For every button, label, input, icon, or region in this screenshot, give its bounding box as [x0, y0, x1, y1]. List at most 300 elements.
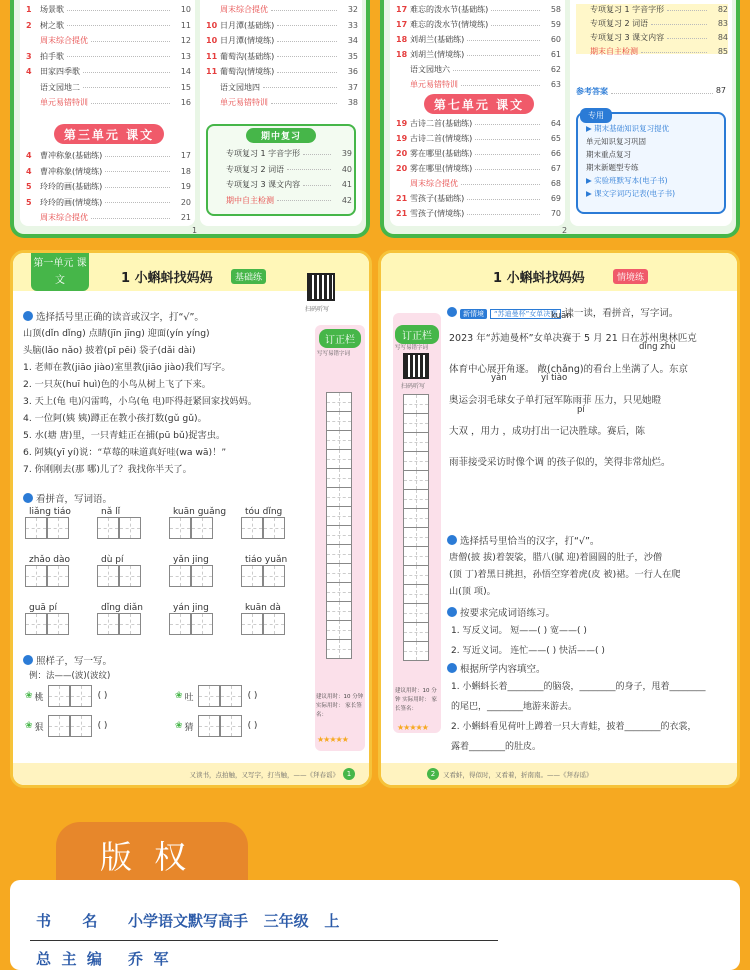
- book-value: 小学语文默写高手 三年级 上: [128, 912, 340, 930]
- toc-number: 5: [26, 182, 32, 191]
- pinyin-hint: kuān: [551, 311, 572, 321]
- toc-dots: [67, 56, 170, 57]
- page-number: 1: [192, 226, 198, 235]
- toc-number: 10: [206, 36, 218, 45]
- toc-page: 83: [717, 19, 728, 28]
- toc-number: 17: [396, 20, 408, 29]
- toc-dots: [67, 10, 170, 11]
- toc-dots: [105, 171, 170, 172]
- paragraph-line: 山(顶 项)。: [449, 586, 496, 597]
- bullet-icon: [447, 535, 457, 545]
- toc-dots: [271, 10, 337, 11]
- pinyin-item: [241, 507, 285, 543]
- toc-title: 玲玲的画(情境练): [40, 197, 103, 207]
- toc-page: 21: [180, 213, 191, 222]
- toc-page: 17: [180, 151, 191, 160]
- pinyin-label: liǎng tiáo: [29, 507, 71, 517]
- source-char: 狠: [34, 722, 44, 733]
- toc-entry: [206, 51, 358, 63]
- answer-boxes: [25, 565, 70, 591]
- exercise-line: 的尾巴，________地游来游去。: [451, 702, 578, 712]
- toc-page: 84: [717, 33, 728, 42]
- toc-page: 34: [347, 36, 358, 45]
- toc-entry: [396, 4, 561, 16]
- exercise-page-1: [10, 250, 372, 788]
- question-line: 1. 老师在教(jiāo jiào)室里教(jiāo jiào)我们写字。: [23, 362, 231, 373]
- toc-dots: [475, 124, 540, 125]
- toc-list: [212, 148, 352, 208]
- pinyin-item: [241, 603, 285, 639]
- q3-example: 例：法——(波)(波纹): [29, 671, 111, 681]
- page-number: 1: [343, 768, 355, 780]
- toc-entry: [576, 32, 728, 44]
- question-line: 3. 天上(龟 电)闪雷鸣，小乌(龟 电)吓得赶紧回家找妈妈。: [23, 396, 257, 407]
- answer-boxes: [241, 613, 285, 639]
- answer-page: 87: [715, 86, 726, 95]
- toc-number: 5: [26, 197, 32, 207]
- toc-dots: [105, 156, 170, 157]
- toc-dots: [277, 72, 337, 73]
- pinyin-label: nǎ lǐ: [101, 507, 121, 517]
- paragraph-line: 奥运会羽毛球女子单打冠军陈雨菲 压力，只见她瞪: [449, 395, 662, 406]
- write-item: [175, 715, 257, 737]
- toc-page: 11: [180, 20, 191, 30]
- answer-blank: ( ): [97, 721, 108, 731]
- toc-dots: [467, 40, 540, 41]
- correction-grid: [326, 393, 354, 659]
- question-line: 5. 水(塘 唐)里，一只青蛙正在捕(pū bǔ)捉害虫。: [23, 430, 226, 441]
- toc-title: 雪孩子(情境练): [410, 209, 465, 218]
- answer-cell: [169, 613, 191, 635]
- toc-dots: [271, 103, 337, 104]
- toc-list: [26, 4, 191, 114]
- question-2-paragraph: [449, 549, 731, 600]
- toc-dots: [467, 199, 540, 200]
- correction-cell: [326, 601, 352, 621]
- toc-title: 专项复习 1 字音字形: [590, 5, 665, 14]
- toc-title: 树之歌: [40, 20, 64, 30]
- paragraph-line: (顶 丁)着黑日挑担，孙悟空穿着虎(皮 被)裙。一行人在爬: [449, 569, 681, 580]
- toc-number: 20: [396, 164, 408, 173]
- toc-title: 雪孩子(基础练): [410, 194, 465, 203]
- toc-entry: [26, 4, 191, 16]
- time-tips: 建议用时：10 分钟 实际用时： 家长签名：: [395, 688, 437, 712]
- toc-dots: [287, 169, 331, 170]
- toc-page: 61: [550, 50, 561, 59]
- qr-code: [307, 273, 335, 301]
- toc-title: 难忘的泼水节(基础练): [410, 5, 489, 14]
- pinyin-item: [25, 603, 69, 639]
- pinyin-label: zhǎo dào: [29, 555, 71, 565]
- toc-page: 64: [550, 119, 561, 128]
- pinyin-hint: pí: [577, 405, 585, 415]
- bullet-icon: [23, 311, 33, 321]
- question-text: 按要求完成词语练习。: [460, 608, 556, 619]
- toc-entry: [576, 4, 728, 16]
- q1-source: “苏迪曼杯”女单决赛: [490, 309, 561, 319]
- answer-cell: [169, 517, 191, 539]
- special-item: 单元知识复习巩固: [586, 137, 646, 146]
- source-char: 桃: [34, 692, 44, 703]
- toc-page: 10: [180, 5, 191, 14]
- toc-title: 专项复习 1 字音字形: [226, 149, 301, 158]
- toc-dots: [475, 154, 540, 155]
- toc-dots: [277, 41, 337, 42]
- leaf-icon: ❀: [25, 721, 33, 731]
- correction-cell: [326, 411, 352, 431]
- answer-cell: [220, 685, 242, 707]
- toc-list: [396, 118, 561, 218]
- answer-blank: ( ): [247, 691, 258, 701]
- toc-page: 12: [180, 36, 191, 45]
- answer-boxes: [241, 517, 285, 543]
- answer-cell: [191, 517, 213, 539]
- exercise-line: 1. 写反义词。 短——( ) 宽——( ): [451, 626, 587, 636]
- correction-cell: [326, 639, 352, 659]
- time-tips: 建议用时：10 分钟 实际用时： 家长签名：: [316, 694, 364, 718]
- exercise-line: 1. 小蝌蚪长着________的脑袋，________的身子，甩着________: [451, 682, 706, 692]
- answer-cell: [169, 565, 191, 587]
- toc-page: 63: [550, 80, 561, 89]
- correction-cell: [326, 430, 352, 450]
- midterm-title: 期中复习: [246, 128, 316, 143]
- answer-boxes: [97, 517, 141, 543]
- answer-boxes: [25, 613, 69, 639]
- question-text: 选择括号里恰当的汉字，打“√”。: [460, 536, 600, 547]
- toc-entry: [396, 193, 561, 205]
- correction-cell: [326, 506, 352, 526]
- toc-entry: [212, 195, 352, 207]
- answer-boxes: [169, 565, 213, 591]
- toc-title: 专项复习 2 词语: [590, 19, 649, 28]
- toc-number: 4: [26, 166, 32, 176]
- toc-page: 14: [180, 67, 191, 76]
- toc-dots: [263, 87, 337, 88]
- pinyin-label: tiáo yuǎn: [245, 555, 288, 565]
- answer-cell: [263, 517, 285, 539]
- correction-cell: [326, 620, 352, 640]
- toc-title: 田家四季歌: [40, 67, 80, 76]
- correction-cell: [403, 641, 429, 661]
- special-item: ▶ 实验班默写本(电子书): [586, 176, 668, 185]
- toc-title: 葡萄沟(情境练): [220, 67, 275, 76]
- toc-list: [576, 4, 728, 54]
- toc-entry: [26, 212, 191, 224]
- toc-number: 10: [206, 20, 218, 30]
- toc-page: 62: [550, 65, 561, 74]
- level-tag: 情境练: [613, 269, 648, 284]
- toc-page: 65: [550, 134, 561, 143]
- toc-title: 专项复习 2 词语: [226, 164, 285, 174]
- toc-page-2: [380, 0, 740, 238]
- toc-dots: [91, 103, 170, 104]
- correct-subtitle: 写写易错字词: [395, 345, 429, 351]
- toc-page: 36: [347, 67, 358, 76]
- q1-badge: 新情境: [460, 309, 487, 319]
- toc-number: 19: [396, 134, 408, 143]
- correction-cell: [403, 622, 429, 642]
- toc-title: 周末综合提优: [410, 179, 458, 188]
- leaf-icon: ❀: [25, 691, 33, 701]
- toc-page: 58: [550, 5, 561, 14]
- divider: [30, 940, 498, 941]
- toc-entry: [212, 164, 352, 176]
- toc-entry: [576, 46, 728, 58]
- toc-title: 葡萄沟(基础练): [220, 51, 275, 61]
- pinyin-label: kuān guǎng: [173, 507, 227, 517]
- toc-number: 18: [396, 35, 408, 44]
- toc-dots: [91, 41, 170, 42]
- question-4: [447, 661, 546, 675]
- pinyin-item: [97, 507, 141, 543]
- toc-dots: [467, 55, 540, 56]
- toc-entry: [26, 20, 191, 32]
- book-label: 书 名: [36, 912, 98, 930]
- toc-entry: [396, 34, 561, 46]
- toc-dots: [277, 25, 337, 26]
- answer-cell: [191, 565, 213, 587]
- toc-dots: [105, 187, 170, 188]
- answer-cell: [119, 613, 141, 635]
- answer-cell: [25, 517, 47, 539]
- toc-title: 单元易错特训: [40, 98, 88, 107]
- leaf-icon: ❀: [175, 691, 183, 701]
- lesson-title: 1 小蝌蚪找妈妈: [493, 271, 585, 286]
- copyright-heading: 版 权: [100, 838, 193, 876]
- toc-dots: [491, 25, 540, 26]
- answer-cell: [97, 517, 119, 539]
- toc-title: 日月潭(基础练): [220, 20, 275, 30]
- pinyin-hint: dǐng zhù: [639, 342, 676, 352]
- unit7-banner: 第七单元 课文: [424, 94, 534, 114]
- toc-dots: [105, 202, 170, 203]
- toc-title: 单元易错特训: [220, 98, 268, 107]
- paragraph-line: 唐僧(披 拔)着袈裟，腊八(腻 迎)着圆圆的肚子，沙僧: [449, 552, 663, 563]
- answer-row: [576, 86, 726, 97]
- question-text: 根据所学内容填空。: [460, 664, 546, 675]
- bullet-icon: [23, 493, 33, 503]
- toc-entry: [396, 178, 561, 190]
- answer-cell: [119, 517, 141, 539]
- pinyin-hint: yí tiào: [541, 373, 568, 383]
- correction-cell: [403, 546, 429, 566]
- toc-page: 67: [550, 164, 561, 173]
- question-1-lines: [23, 325, 313, 478]
- toc-number: 3: [26, 51, 32, 61]
- toc-entry: [206, 35, 358, 47]
- pinyin-item: [169, 507, 226, 543]
- toc-entry: [396, 118, 561, 130]
- answer-cell: [48, 685, 70, 707]
- toc-list: [206, 4, 358, 107]
- toc-number: 4: [26, 67, 32, 76]
- toc-entry: [26, 150, 191, 162]
- toc-entry: [576, 18, 728, 30]
- paragraph-line: 雨菲接受采访时像个调 的孩子似的，笑得非常灿烂。: [449, 457, 671, 468]
- write-item: [175, 685, 257, 707]
- correction-cell: [326, 544, 352, 564]
- toc-entry: [26, 82, 191, 94]
- toc-title: 语文园地二: [40, 82, 80, 92]
- toc-dots: [667, 38, 707, 39]
- answer-blank: ( ): [247, 721, 258, 731]
- pinyin-label: dù pí: [101, 555, 124, 565]
- toc-entry: [396, 148, 561, 160]
- pinyin-item: [25, 507, 71, 543]
- pinyin-hint: yǎn: [491, 373, 507, 383]
- toc-dots: [641, 52, 707, 53]
- toc-list: [26, 150, 191, 220]
- toc-title: 专项复习 3 课文内容: [226, 180, 301, 189]
- answer-cell: [25, 565, 47, 587]
- toc-page: 66: [550, 149, 561, 158]
- toc-number: 19: [396, 119, 408, 128]
- toc-page: 85: [717, 47, 728, 56]
- correction-cell: [326, 487, 352, 507]
- toc-entry: [26, 166, 191, 178]
- toc-page: 41: [341, 180, 352, 189]
- pinyin-item: [241, 555, 287, 591]
- level-tag: 基础练: [231, 269, 266, 284]
- toc-title: 曹冲称象(情境练): [40, 166, 103, 176]
- correction-cell: [326, 563, 352, 583]
- answer-blank: ( ): [97, 691, 108, 701]
- exercise-page-2: [378, 250, 740, 788]
- question-line: 6. 阿姨(yī yí)说：“草莓的味道真好哇(wa wā)！”: [23, 447, 227, 458]
- toc-page: 38: [347, 98, 358, 107]
- toc-entry: [396, 163, 561, 175]
- toc-dots: [651, 24, 707, 25]
- toc-number: 2: [26, 20, 32, 30]
- toc-entry: [26, 97, 191, 109]
- question-text: 选择括号里正确的读音或汉字，打“√”。: [36, 312, 204, 323]
- correction-cell: [403, 565, 429, 585]
- toc-page: 18: [180, 166, 191, 176]
- correction-cell: [326, 468, 352, 488]
- correction-cell: [403, 584, 429, 604]
- correction-cell: [403, 527, 429, 547]
- toc-title: 雾在哪里(情境练): [410, 164, 473, 173]
- pinyin-label: dǐng diǎn: [101, 603, 143, 613]
- toc-entry: [396, 133, 561, 145]
- answer-cell: [70, 715, 92, 737]
- answer-cell: [119, 565, 141, 587]
- question-line: 2. 一只灰(huī huì)色的小鸟从树上飞了下来。: [23, 379, 211, 390]
- toc-number: 11: [206, 67, 218, 76]
- answer-boxes: [97, 613, 143, 639]
- toc-dots: [461, 85, 540, 86]
- toc-page: 82: [717, 5, 728, 14]
- toc-dots: [277, 56, 337, 57]
- question-1: [23, 309, 204, 323]
- toc-title: 周末综合提优: [40, 213, 88, 222]
- toc-entry: [206, 82, 358, 94]
- toc-page: 42: [341, 195, 352, 205]
- pinyin-item: [169, 555, 213, 591]
- unit-tag: 第一单元 课文: [31, 253, 89, 291]
- toc-dots: [303, 154, 331, 155]
- lesson-title: 1 小蝌蚪找妈妈: [121, 271, 213, 286]
- answer-cell: [263, 613, 285, 635]
- toc-page: 69: [550, 194, 561, 203]
- toc-title: 难忘的泼水节(情境练): [410, 20, 489, 29]
- toc-page: 13: [180, 51, 191, 61]
- toc-entry: [396, 49, 561, 61]
- question-3: [447, 605, 555, 619]
- editor-label: 总 主 编: [36, 950, 102, 968]
- toc-page: 68: [550, 179, 561, 188]
- pinyin-label: yán jing: [173, 603, 209, 613]
- toc-page-1: [10, 0, 370, 238]
- scan-label: 扫码听写: [401, 383, 426, 390]
- pinyin-item: [169, 603, 213, 639]
- answer-cell: [97, 613, 119, 635]
- toc-entry: [206, 97, 358, 109]
- toc-dots: [453, 70, 540, 71]
- toc-title: 拍手歌: [40, 51, 64, 61]
- toc-number: 20: [396, 149, 408, 158]
- toc-dots: [83, 87, 170, 88]
- answer-cell: [70, 685, 92, 707]
- answer-cell: [97, 565, 119, 587]
- question-1-pinyin: [381, 253, 740, 513]
- toc-entry: [26, 66, 191, 78]
- toc-dots: [91, 218, 170, 219]
- question-line: 头脑(lǎo nǎo) 披着(pī pēi) 袋子(dǎi dài): [23, 345, 196, 356]
- answer-boxes: [97, 565, 141, 591]
- toc-entry: [212, 179, 352, 191]
- toc-page: 33: [347, 20, 358, 30]
- correction-cell: [326, 449, 352, 469]
- toc-entry: [206, 4, 358, 16]
- toc-page: 70: [550, 209, 561, 218]
- copyright-card: [10, 880, 740, 970]
- answer-cell: [220, 715, 242, 737]
- answer-cell: [47, 613, 69, 635]
- special-item: 期末重点复习: [586, 150, 631, 159]
- leaf-icon: ❀: [175, 721, 183, 731]
- answer-cell: [25, 613, 47, 635]
- question-3-lines: [451, 621, 733, 661]
- toc-page: 16: [180, 98, 191, 107]
- toc-entry: [396, 19, 561, 31]
- correction-cell: [326, 392, 352, 412]
- pinyin-label: yǎn jing: [173, 555, 209, 565]
- toc-number: 21: [396, 209, 408, 218]
- question-text: 看拼音，写词语。: [36, 494, 113, 505]
- answer-cell: [47, 565, 69, 587]
- toc-title: 日月潭(情境练): [220, 36, 275, 45]
- toc-entry: [26, 181, 191, 193]
- answer-boxes: [169, 613, 213, 639]
- special-item: ▶ 期末基础知识复习提优: [586, 124, 670, 133]
- question-text: 照样子，写一写。: [36, 656, 113, 667]
- toc-dots: [303, 185, 331, 186]
- question-3: [23, 653, 112, 667]
- toc-title: 场景歌: [40, 5, 64, 14]
- toc-page: 20: [180, 197, 191, 207]
- pinyin-item: [97, 555, 141, 591]
- pinyin-label: tóu dǐng: [245, 507, 283, 517]
- special-item: 期末新题型专练: [586, 163, 639, 172]
- toc-number: 11: [206, 51, 218, 61]
- toc-page: 39: [341, 149, 352, 158]
- toc-list: [396, 4, 561, 89]
- toc-title: 专项复习 3 课文内容: [590, 33, 665, 42]
- answer-cell: [198, 685, 220, 707]
- source-char: 吐: [184, 692, 194, 703]
- correction-cell: [326, 525, 352, 545]
